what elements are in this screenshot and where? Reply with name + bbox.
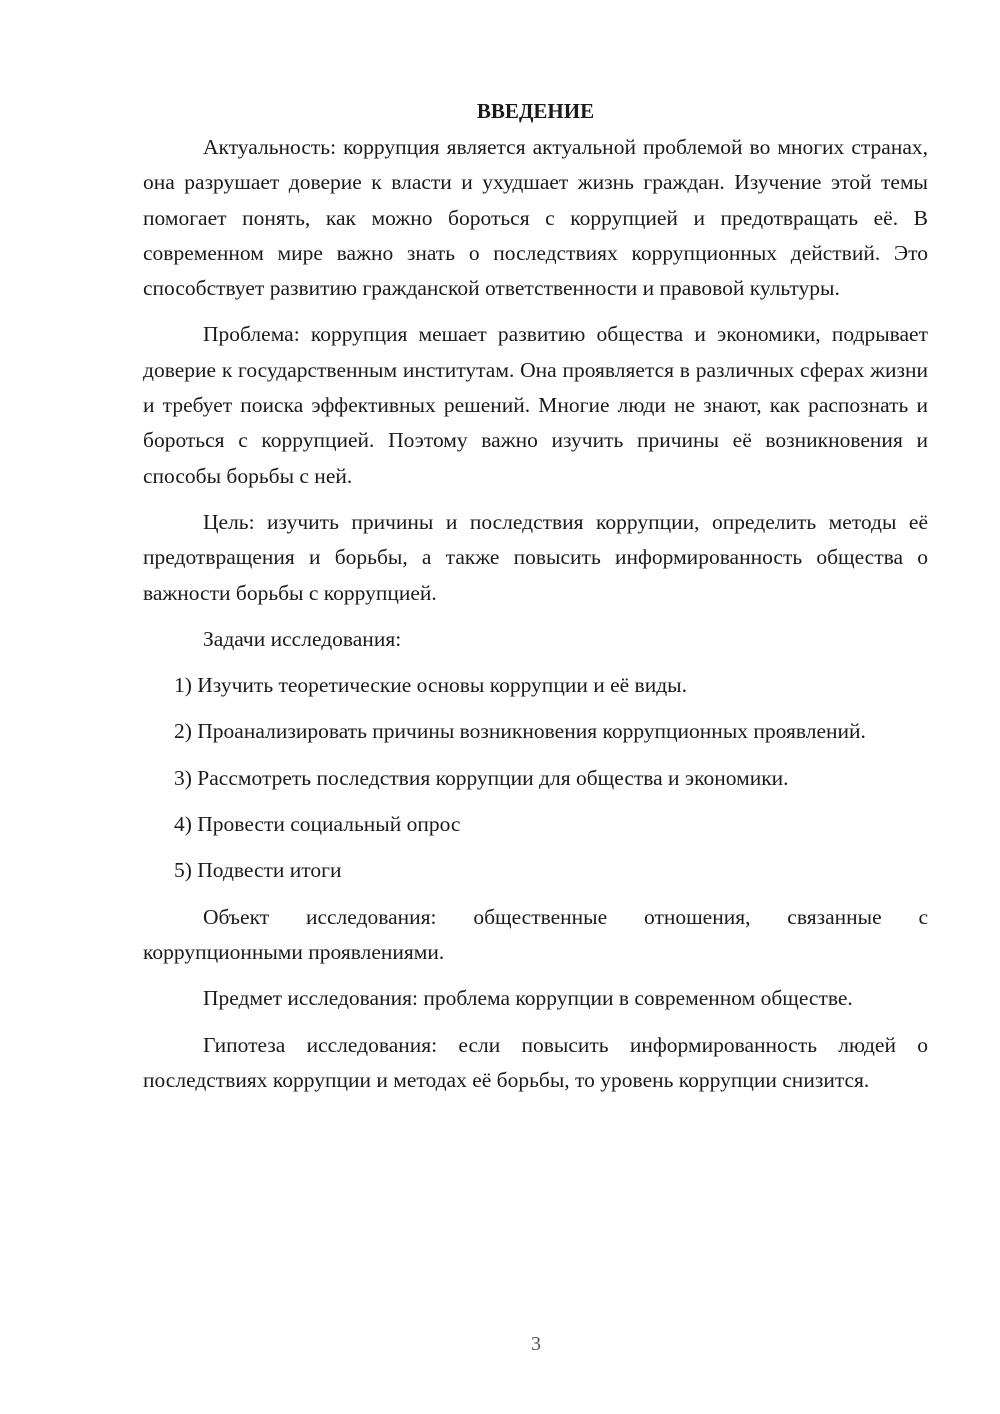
task-item: 2) Проанализировать причины возникновения коррупционных проявлений.	[174, 719, 866, 744]
task-item: 1) Изучить теоретические основы коррупции и её виды.	[174, 673, 687, 698]
paragraph-problem: Проблема: коррупция мешает развитию общества и экономики, подрывает доверие к государственным институтам. Она проявляется в различных сферах жизни и требует поиска эффективных решений. Многие люди не знают, как распознать и бороться с коррупцией. Поэтому важно изучить причины её возникновения и способы борьбы с ней.	[143, 322, 928, 488]
paragraph-tasks-heading: Задачи исследования:	[203, 626, 402, 651]
paragraph-hypothesis: Гипотеза исследования: если повысить информированность людей о последствиях коррупции и методах её борьбы, то уровень коррупции снизится.	[143, 1032, 928, 1092]
task-item: 4) Провести социальный опрос	[174, 812, 461, 837]
paragraph-subject: Предмет исследования: проблема коррупции в современном обществе.	[203, 986, 853, 1011]
paragraph-relevance: Актуальность: коррупция является актуальной проблемой во многих странах, она разрушает доверие к власти и ухудшает жизнь граждан. Изучение этой темы помогает понять, как можно бороться с коррупцией и предотвращать её. В современном мире важно знать о последствиях коррупционных действий. Это способствует развитию гражданской ответственности и правовой культуры.	[143, 135, 928, 301]
task-item: 3) Рассмотреть последствия коррупции для общества и экономики.	[174, 765, 789, 790]
paragraph-goal: Цель: изучить причины и последствия коррупции, определить методы её предотвращения и борьбы, а также повысить информированность общества о важности борьбы с коррупцией.	[143, 509, 928, 605]
document-body	[143, 96, 928, 1109]
page-number: 3	[531, 1333, 541, 1355]
task-item: 5) Подвести итоги	[174, 858, 342, 883]
section-title: ВВЕДЕНИЕ	[476, 99, 595, 123]
paragraph-object: Объект исследования: общественные отношения, связанные с коррупционными проявлениями.	[143, 904, 928, 964]
